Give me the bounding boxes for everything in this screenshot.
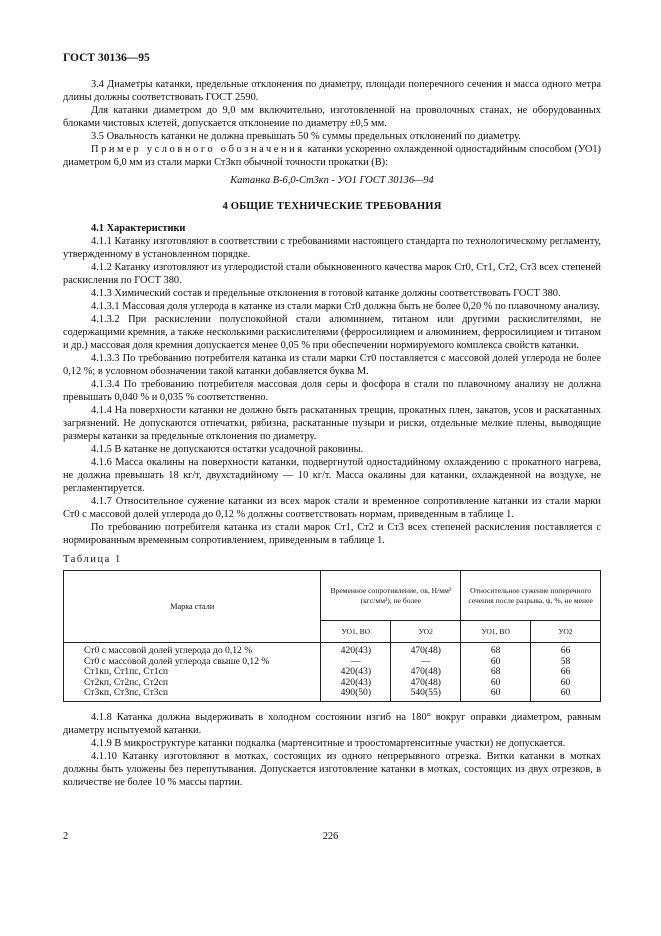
properties-table xyxy=(63,570,601,702)
page-content xyxy=(63,78,601,789)
paragraph-diameter-tolerance: Для катанки диаметром до 9,0 мм включительно, изготовленной на проволочных станах, не оборудованных блоками чистовых клетей, допускается отклонение по диаметру ±0,5 мм. xyxy=(63,105,601,129)
cell-value: 66 xyxy=(531,667,601,678)
table-row xyxy=(64,667,601,678)
paragraph-4-1-3-1: 4.1.3.1 Массовая доля углерода в катанке из стали марки Ст0 должна быть не более 0,20 % по плавочному анализу. xyxy=(91,301,600,312)
cell-value: 420(43) xyxy=(321,678,391,689)
paragraph-4-1-6: 4.1.6 Масса окалины на поверхности катанки, подвергнутой одностадийному охлаждению с прокатного нагрева, не должна превышать 18 кг/т, двухстадийному — 10 кг/т. Масса окалины для катанки, охлажденной на воздухе, не регламентируется. xyxy=(63,457,601,494)
cell-grade: Ст0 с массовой долей углерода до 0,12 % xyxy=(64,643,321,657)
cell-value: 420(43) xyxy=(321,643,391,657)
paragraph-4-1-10: 4.1.10 Катанку изготовляют в мотках, состоящих из одного непрерывного отрезка. Витки катанки в мотках должны быть уложены без перепутывания. Допускается изготовление катанки в мотках, состоящих из двух отрезков, в количестве не более 10 % массы партии. xyxy=(63,750,601,788)
paragraph-4-1-3-3: 4.1.3.3 По требованию потребителя катанка из стали марки Ст0 поставляется с массовой долей углерода не более 0,12 %; в условном обозначении такой катанки добавляется буква М. xyxy=(63,353,601,377)
paragraph-4-1-8: 4.1.8 Катанка должна выдерживать в холодном состоянии изгиб на 180° вокруг оправки диаметром, равным диаметру испытуемой катанки. xyxy=(63,711,601,736)
col-header-tensile: Временное сопротивление, σв, Н/мм² (кгс/мм²), не более xyxy=(321,571,461,621)
cell-value: 60 xyxy=(461,678,531,689)
paragraph-4-1-3-4: 4.1.3.4 По требованию потребителя массовая доля серы и фосфора в стали по плавочному анализу не должна превышать 0,040 % и 0,035 % соответственно. xyxy=(63,379,601,403)
cell-value: 490(50) xyxy=(321,688,391,701)
sub-header: УО2 xyxy=(391,621,461,643)
section-title: 4 ОБЩИЕ ТЕХНИЧЕСКИЕ ТРЕБОВАНИЯ xyxy=(222,201,442,212)
paragraph-4-1-1: 4.1.1 Катанку изготовляют в соответствии с требованиями настоящего стандарта по технологическому регламенту, утвержденному в установленном порядке. xyxy=(63,236,601,260)
page-number-center: 226 xyxy=(322,831,339,842)
cell-value: 470(48) xyxy=(391,678,461,689)
cell-grade: Ст2кп, Ст2пс, Ст2сп xyxy=(64,678,321,689)
paragraph-4-1-5: 4.1.5 В катанке не допускаются остатки усадочной раковины. xyxy=(91,444,364,455)
col-header-grade: Марка стали xyxy=(64,571,321,643)
sub-header: УО1, ВО xyxy=(461,621,531,643)
sub-header: УО2 xyxy=(531,621,601,643)
page-header: ГОСТ 30136—95 xyxy=(63,52,150,64)
cell-value: — xyxy=(321,657,391,668)
paragraph-3-4: 3.4 Диаметры катанки, предельные отклонения по диаметру, площади поперечного сечения и масса одного метра длины должны соответствовать ГОСТ 2590. xyxy=(63,79,601,103)
paragraph-4-1-9: 4.1.9 В микроструктуре катанки подкалка (мартенситные и троостомартенситные участки) не допускается. xyxy=(91,737,566,749)
cell-value: 60 xyxy=(461,688,531,701)
cell-value: 68 xyxy=(461,643,531,657)
table-row xyxy=(64,688,601,701)
example-lead: Пример условного обозначения xyxy=(91,144,305,155)
paragraph-4-1-2: 4.1.2 Катанку изготовляют из углеродистой стали обыкновенного качества марок Ст0, Ст1, Ст2, Ст3 всех степеней раскисления по ГОСТ 380. xyxy=(63,262,601,286)
paragraph-3-5: 3.5 Овальность катанки не должна превышать 50 % суммы предельных отклонений по диаметру. xyxy=(91,131,521,142)
table-caption: Таблица 1 xyxy=(63,554,122,565)
cell-value: 60 xyxy=(531,678,601,689)
cell-value: — xyxy=(391,657,461,668)
paragraph-4-1-7-note: По требованию потребителя катанка из стали марок Ст1, Ст2 и Ст3 всех степеней раскисления поставляется с нормированным временным сопротивлением, приведенным в таблице 1. xyxy=(63,522,601,546)
paragraph-4-1-3: 4.1.3 Химический состав и предельные отклонения в готовой катанке должны соответствовать ГОСТ 380. xyxy=(91,288,561,299)
table-row xyxy=(64,643,601,657)
sub-header: УО1, ВО xyxy=(321,621,391,643)
paragraph-4-1-3-2: 4.1.3.2 При раскислении полуспокойной стали алюминием, титаном или другими раскислителями, не содержащими кремния, а также несколькими раскислителями (ферросилицием и алюминием, ферросилицием и титаном и др.) массовая доля кремния допускается менее 0,05 % при обеспечении нормируемого комплекса свойств катанки. xyxy=(63,314,601,351)
paragraph-designation-example xyxy=(63,143,601,169)
subsection-title: 4.1 Характеристики xyxy=(91,223,186,234)
page-number-left: 2 xyxy=(63,831,69,842)
paragraph-4-1-7: 4.1.7 Относительное сужение катанки из всех марок стали и временное сопротивление катанки из стали марки Ст0 с массовой долей углерода до 0,12 % должны соответствовать нормам, приведенным в таблице 1. xyxy=(63,496,601,520)
cell-grade: Ст1кп, Ст1пс, Ст1сп xyxy=(64,667,321,678)
paragraph-4-1-4: 4.1.4 На поверхности катанки не должно быть раскатанных трещин, прокатных плен, закатов, усов и раскатанных загрязнений. Не допускаются отпечатки, рябизна, раскатанные пузыри и риски, отдельные мелкие плены, выводящие размеры катанки за предельные отклонения по диаметру. xyxy=(63,405,601,442)
cell-value: 68 xyxy=(461,667,531,678)
cell-grade: Ст3кп, Ст3пс, Ст3сп xyxy=(64,688,321,701)
cell-value: 420(43) xyxy=(321,667,391,678)
cell-value: 470(48) xyxy=(391,667,461,678)
cell-value: 470(48) xyxy=(391,643,461,657)
cell-grade: Ст0 с массовой долей углерода свыше 0,12 % xyxy=(64,657,321,668)
designation-example: Катанка В-6,0-Ст3кп - УО1 ГОСТ 30136—94 xyxy=(230,175,434,186)
cell-value: 60 xyxy=(461,657,531,668)
cell-value: 58 xyxy=(531,657,601,668)
col-header-reduction: Относительное сужение поперечного сечения после разрыва, ψ, %, не менее xyxy=(461,571,601,621)
cell-value: 540(55) xyxy=(391,688,461,701)
example-rest: катанки ускоренно охлажденной одностадийным способом (УО1) диаметром 6,0 мм из стали марки Ст3кп обычной точности прокатки (В): xyxy=(63,144,601,168)
cell-value: 66 xyxy=(531,643,601,657)
cell-value: 60 xyxy=(531,688,601,701)
